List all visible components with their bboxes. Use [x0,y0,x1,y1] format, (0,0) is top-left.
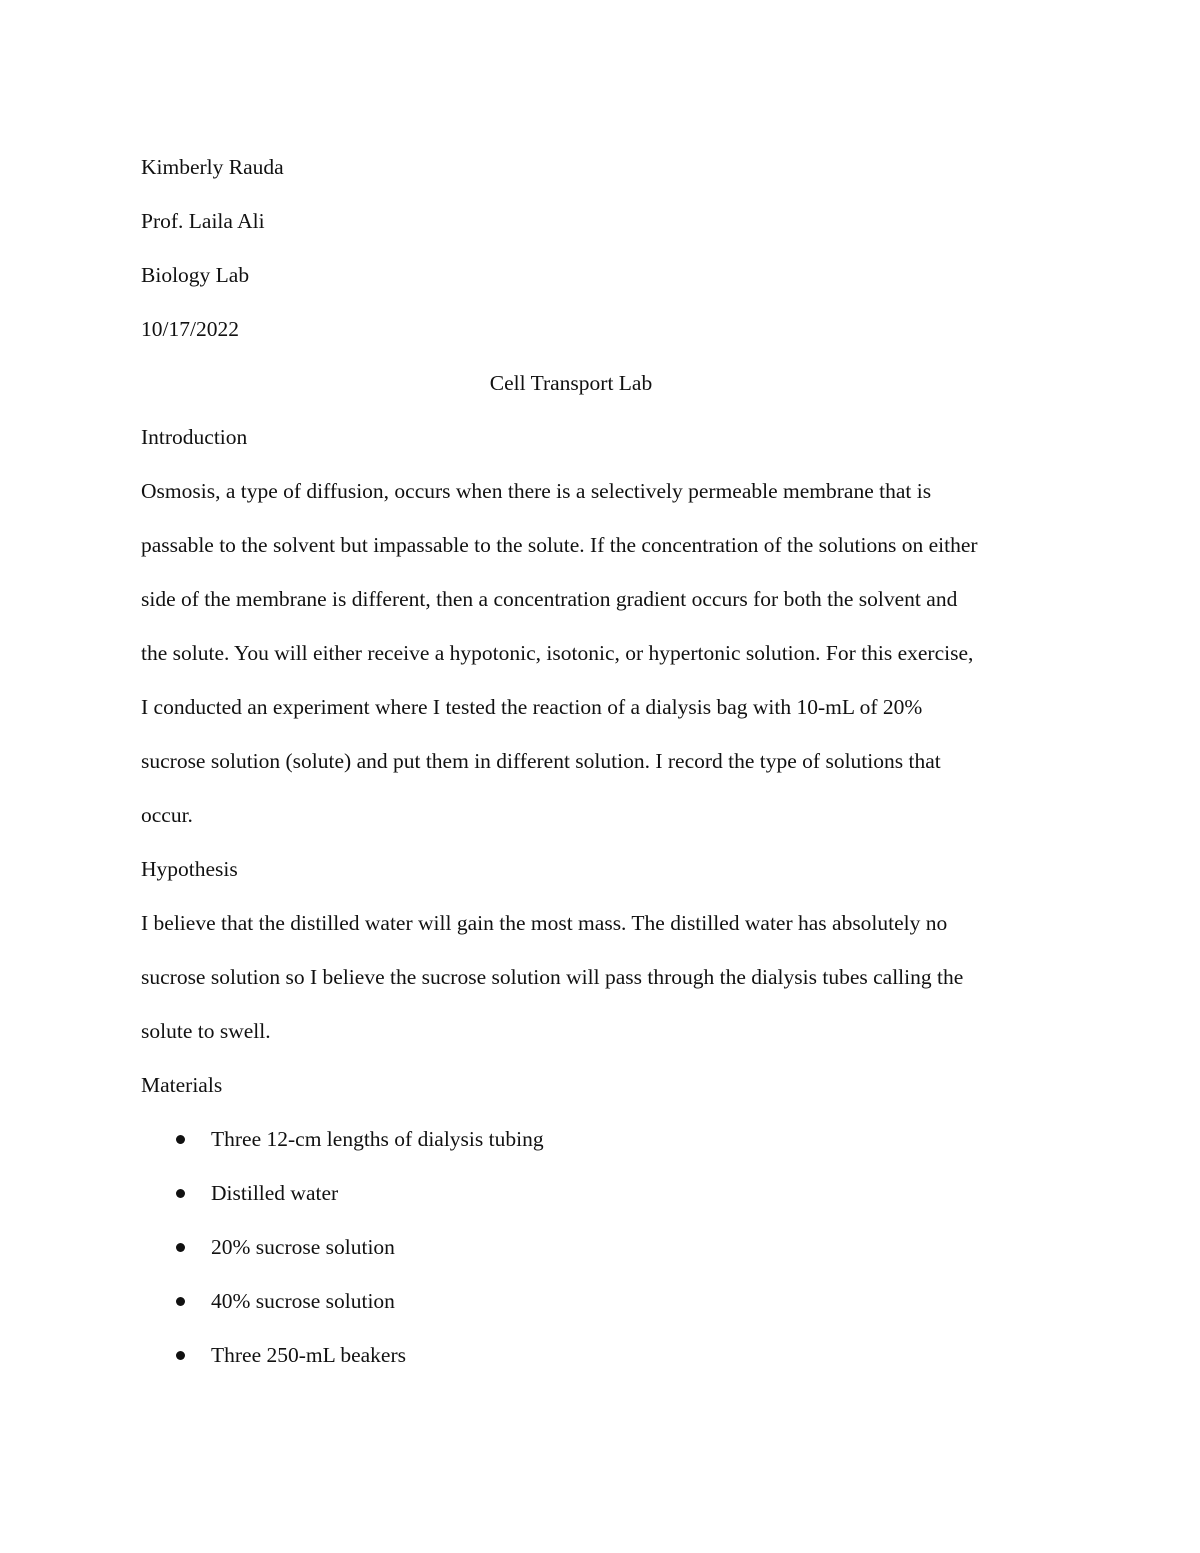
list-item-label: Three 12-cm lengths of dialysis tubing [211,1127,544,1151]
introduction-line: the solute. You will either receive a hypotonic, isotonic, or hypertonic solution. For this exercise, [141,641,974,665]
list-item-label: 20% sucrose solution [211,1235,395,1259]
hypothesis-line: solute to swell. [141,1019,271,1043]
list-item [141,1112,1061,1166]
document-date: 10/17/2022 [141,317,239,341]
introduction-heading: Introduction [141,425,248,449]
course-name: Biology Lab [141,263,250,287]
document-body [141,140,1061,1382]
list-item-label: Three 250-mL beakers [211,1343,407,1367]
introduction-line: occur. [141,803,193,827]
list-item [141,1274,1061,1328]
hypothesis-line: I believe that the distilled water will gain the most mass. The distilled water has absolutely no [141,911,948,935]
introduction-paragraph [141,464,1061,842]
bullet-icon [176,1351,185,1360]
introduction-line: Osmosis, a type of diffusion, occurs when there is a selectively permeable membrane that is [141,479,932,503]
list-item-label: Distilled water [211,1181,339,1205]
author-name: Kimberly Rauda [141,155,284,179]
bullet-icon [176,1135,185,1144]
list-item-label: 40% sucrose solution [211,1289,395,1313]
list-item [141,1220,1061,1274]
bullet-icon [176,1243,185,1252]
bullet-icon [176,1189,185,1198]
introduction-line: I conducted an experiment where I tested the reaction of a dialysis bag with 10-mL of 20% [141,695,923,719]
professor-name: Prof. Laila Ali [141,209,265,233]
hypothesis-line: sucrose solution so I believe the sucrose solution will pass through the dialysis tubes calling the [141,965,964,989]
introduction-line: side of the membrane is different, then a concentration gradient occurs for both the solvent and [141,587,958,611]
introduction-line: sucrose solution (solute) and put them in different solution. I record the type of solutions that [141,749,941,773]
bullet-icon [176,1297,185,1306]
materials-heading: Materials [141,1073,223,1097]
hypothesis-heading: Hypothesis [141,857,238,881]
materials-list [141,1112,1061,1382]
document-title: Cell Transport Lab [489,371,653,395]
hypothesis-paragraph [141,896,1061,1058]
list-item [141,1328,1061,1382]
list-item [141,1166,1061,1220]
introduction-line: passable to the solvent but impassable to the solute. If the concentration of the solutions on either [141,533,978,557]
